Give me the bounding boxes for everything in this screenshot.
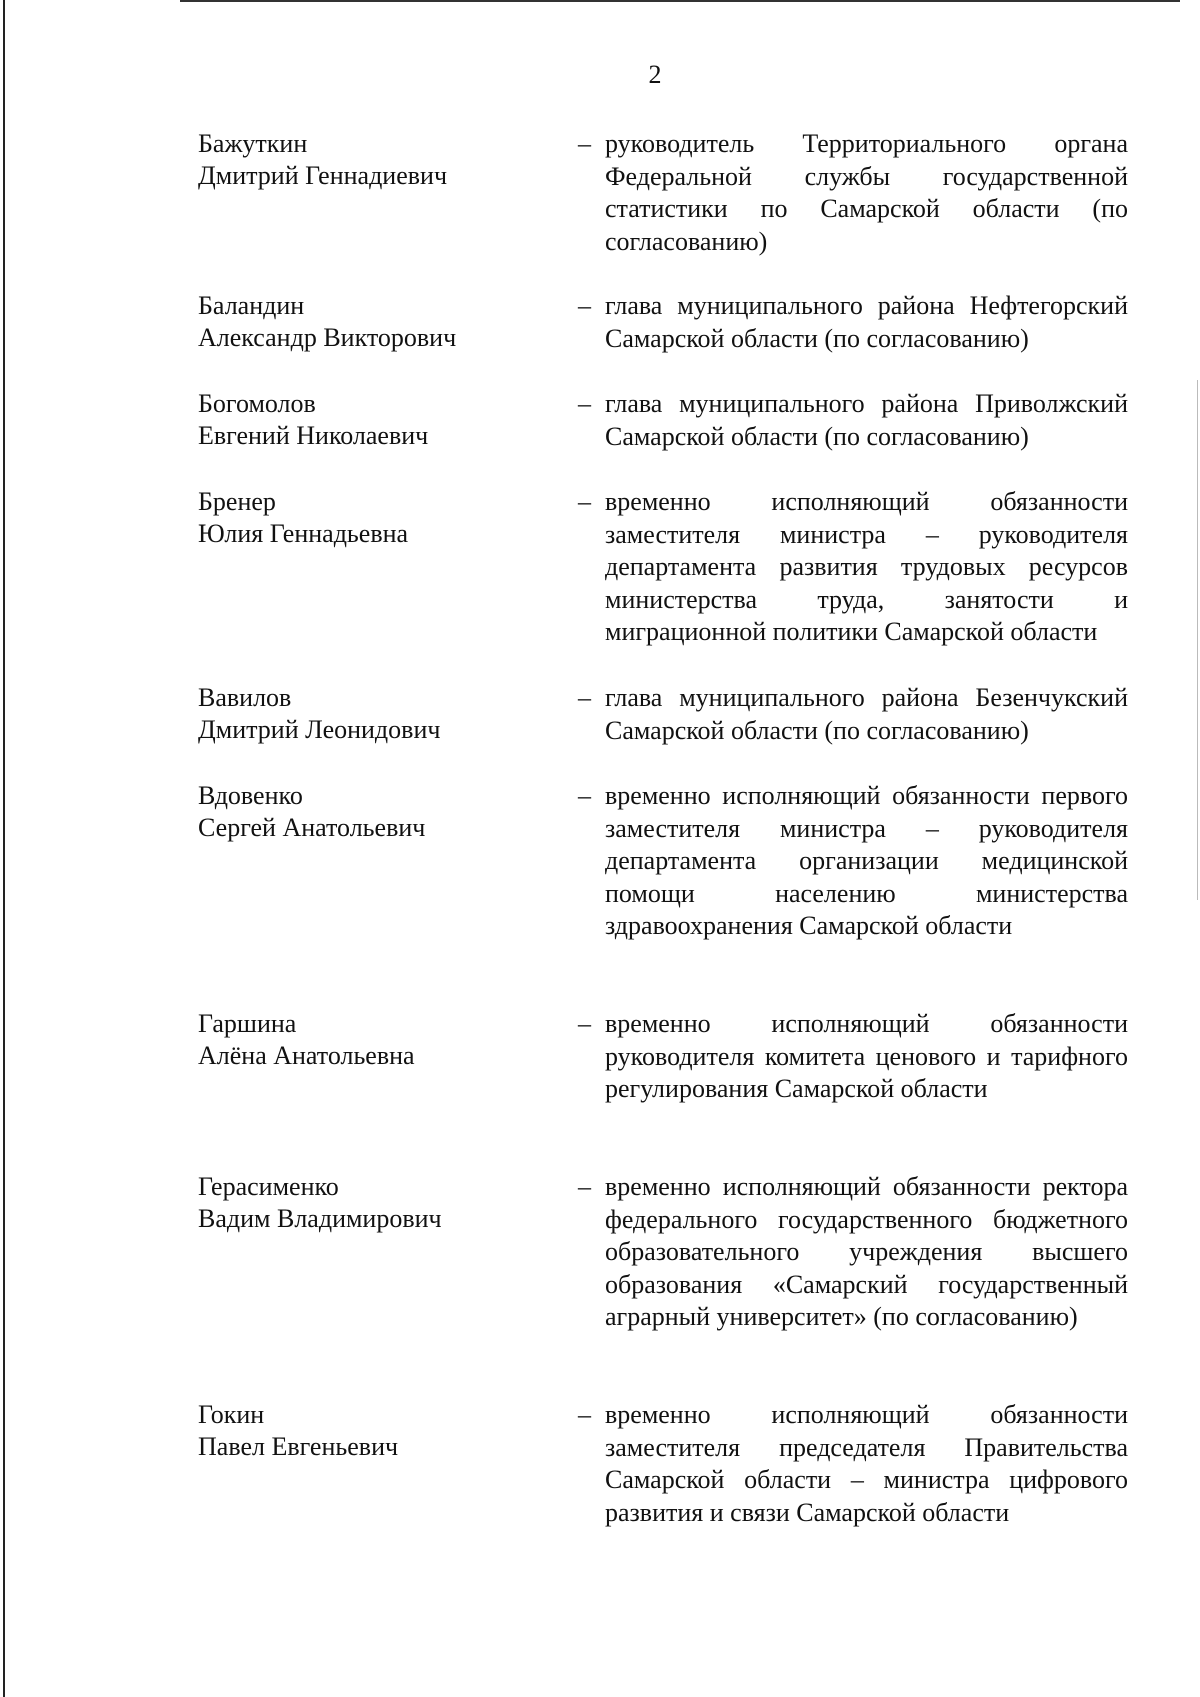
given-name: Дмитрий Леонидович [198,715,441,744]
person-name [198,128,558,192]
surname: Гаршина [198,1009,297,1038]
person-name [198,682,558,746]
dash: – [578,129,591,158]
dash: – [578,487,591,516]
given-name: Вадим Владимирович [198,1204,442,1233]
given-name: Юлия Геннадьевна [198,519,409,548]
given-name: Павел Евгеньевич [198,1432,399,1461]
given-name: Александр Викторович [198,323,457,352]
person-name [198,1008,558,1072]
dash: – [578,683,591,712]
given-name: Евгений Николаевич [198,421,429,450]
surname: Бажуткин [198,129,308,158]
page-top-edge [180,0,1180,2]
dash: – [578,1400,591,1429]
role-description: руководитель Территориального органа Федеральной службы государственной статистики по Самарской области (по согласованию) [605,129,1128,256]
surname: Герасименко [198,1172,339,1201]
dash: – [578,781,591,810]
role-description: временно исполняющий обязанности ректора федерального государственного бюджетного образовательного учреждения высшего образования «Самарский государственный аграрный университет» (по согласованию) [605,1172,1128,1331]
given-name: Дмитрий Геннадиевич [198,161,448,190]
given-name: Сергей Анатольевич [198,813,426,842]
page-left-edge [3,0,5,1697]
dash: – [578,389,591,418]
surname: Богомолов [198,389,316,418]
person-name [198,290,558,354]
person-name [198,486,558,550]
dash: – [578,291,591,320]
page-number: 2 [648,60,662,89]
person-name [198,1399,558,1463]
surname: Вавилов [198,683,292,712]
page-right-edge [1197,380,1198,900]
surname: Вдовенко [198,781,303,810]
role-description: временно исполняющий обязанности руководителя комитета ценового и тарифного регулирования Самарской области [605,1009,1128,1103]
role-description: глава муниципального района Приволжский Самарской области (по согласованию) [605,389,1128,451]
dash: – [578,1172,591,1201]
role-description: временно исполняющий обязанности заместителя министра – руководителя департамента развития трудовых ресурсов министерства труда, занятости и миграционной политики Самарской области [605,487,1128,646]
given-name: Алёна Анатольевна [198,1041,415,1070]
surname: Гокин [198,1400,265,1429]
person-name [198,388,558,452]
person-name [198,780,558,844]
surname: Бренер [198,487,276,516]
surname: Баландин [198,291,305,320]
dash: – [578,1009,591,1038]
role-description: временно исполняющий обязанности первого заместителя министра – руководителя департамента организации медицинской помощи населению министерства здравоохранения Самарской области [605,781,1128,940]
person-name [198,1171,558,1235]
role-description: глава муниципального района Безенчукский Самарской области (по согласованию) [605,683,1128,745]
role-description: глава муниципального района Нефтегорский Самарской области (по согласованию) [605,291,1128,353]
role-description: временно исполняющий обязанности заместителя председателя Правительства Самарской области – министра цифрового развития и связи Самарской области [605,1400,1128,1527]
